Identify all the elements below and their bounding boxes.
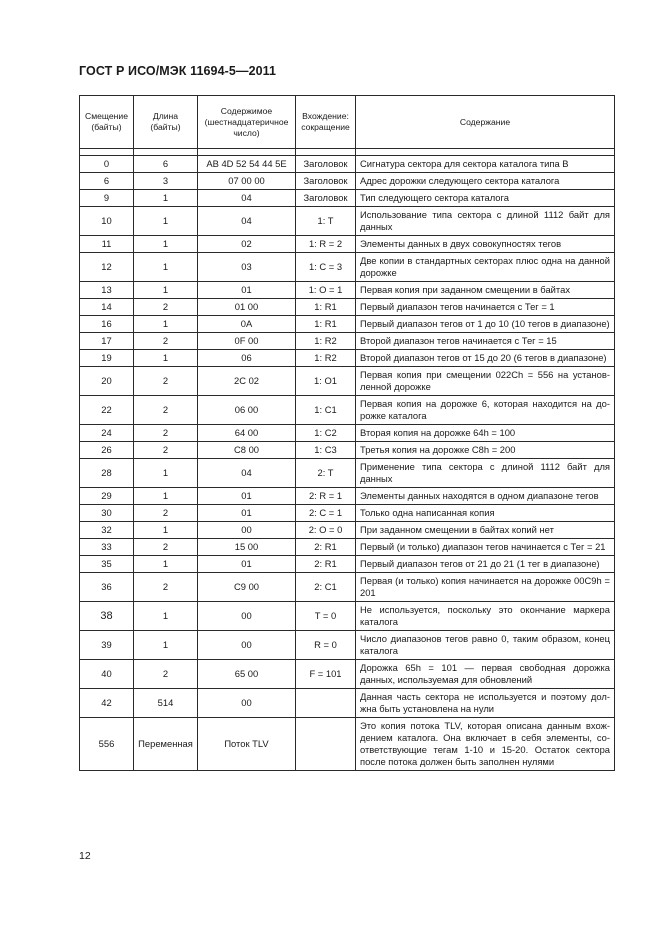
- cell-length: 514: [134, 689, 198, 718]
- cell-content: Первый диапазон тегов от 1 до 10 (10 тегов в диапазоне): [356, 316, 615, 333]
- cell-length: 1: [134, 350, 198, 367]
- cell-length: 1: [134, 253, 198, 282]
- cell-content: Число диапазонов тегов равно 0, таким образом, конец каталога: [356, 631, 615, 660]
- cell-content: Второй диапазон тегов начинается с Тег = 15: [356, 333, 615, 350]
- cell-offset: 33: [80, 539, 134, 556]
- cell-length: 1: [134, 459, 198, 488]
- table-row: [80, 522, 615, 539]
- cell-entry: 1: R2: [296, 350, 356, 367]
- cell-content: Данная часть сектора не используется и поэтому должна быть установлена на нули: [356, 689, 615, 718]
- cell-entry: T = 0: [296, 602, 356, 631]
- cell-entry: 1: C1: [296, 396, 356, 425]
- cell-length: 2: [134, 333, 198, 350]
- cell-entry: 1: R2: [296, 333, 356, 350]
- table-row: [80, 367, 615, 396]
- cell-offset: 10: [80, 207, 134, 236]
- cell-content: Использование типа сектора с длиной 1112 байт для данных: [356, 207, 615, 236]
- table-header-row: [80, 96, 615, 149]
- cell-offset: 36: [80, 573, 134, 602]
- page-number: 12: [79, 850, 91, 862]
- cell-offset: 6: [80, 173, 134, 190]
- cell-offset: 20: [80, 367, 134, 396]
- table-row: [80, 573, 615, 602]
- cell-offset: 26: [80, 442, 134, 459]
- cell-hex: 06: [198, 350, 296, 367]
- table-row: [80, 505, 615, 522]
- cell-offset: 40: [80, 660, 134, 689]
- column-header-hex: Содержимое (шестнадцатеричное число): [198, 96, 296, 149]
- cell-length: 1: [134, 602, 198, 631]
- table-row: [80, 299, 615, 316]
- cell-entry: R = 0: [296, 631, 356, 660]
- table-row: [80, 333, 615, 350]
- cell-length: 3: [134, 173, 198, 190]
- cell-length: 1: [134, 236, 198, 253]
- table-row: [80, 236, 615, 253]
- cell-length: 1: [134, 631, 198, 660]
- cell-entry: 1: T: [296, 207, 356, 236]
- cell-length: 2: [134, 539, 198, 556]
- cell-hex: AB 4D 52 54 44 5E: [198, 156, 296, 173]
- cell-hex: 03: [198, 253, 296, 282]
- cell-length: 2: [134, 425, 198, 442]
- table-row: [80, 539, 615, 556]
- table-row: [80, 442, 615, 459]
- cell-entry: 2: R1: [296, 539, 356, 556]
- cell-entry: 1: C2: [296, 425, 356, 442]
- table-row: [80, 396, 615, 425]
- table-row: [80, 689, 615, 718]
- table-row: [80, 350, 615, 367]
- document-title: ГОСТ Р ИСО/МЭК 11694-5—2011: [79, 64, 277, 78]
- cell-offset: 32: [80, 522, 134, 539]
- cell-content: Тип следующего сектора каталога: [356, 190, 615, 207]
- cell-offset: 19: [80, 350, 134, 367]
- cell-content: Адрес дорожки следующего сектора каталога: [356, 173, 615, 190]
- cell-entry: 1: C = 3: [296, 253, 356, 282]
- cell-hex: 65 00: [198, 660, 296, 689]
- cell-entry: Заголовок: [296, 156, 356, 173]
- cell-content: Первая копия при заданном смещении в байтах: [356, 282, 615, 299]
- column-header-content: Содержание: [356, 96, 615, 149]
- cell-content: Это копия потока TLV, которая описана данным вхождением каталога. Она включает в себя элементы, соответствующие тегам 1-10 и 15-20. Остаток сектора после потока должен быть заполнен нулями: [356, 718, 615, 771]
- cell-offset: 16: [80, 316, 134, 333]
- cell-offset: 35: [80, 556, 134, 573]
- column-header-offset: Смещение (байты): [80, 96, 134, 149]
- cell-content: Первый диапазон тегов начинается с Тег = 1: [356, 299, 615, 316]
- directory-table: [79, 95, 615, 771]
- cell-length: 1: [134, 190, 198, 207]
- cell-entry: Заголовок: [296, 190, 356, 207]
- cell-entry: 2: O = 0: [296, 522, 356, 539]
- cell-offset: 11: [80, 236, 134, 253]
- cell-hex: 01 00: [198, 299, 296, 316]
- column-header-entry: Вхождение: сокращение: [296, 96, 356, 149]
- cell-length: 1: [134, 522, 198, 539]
- cell-hex: 64 00: [198, 425, 296, 442]
- table-row: [80, 488, 615, 505]
- cell-offset: 38: [80, 602, 134, 631]
- table-row: [80, 660, 615, 689]
- cell-hex: 06 00: [198, 396, 296, 425]
- cell-length: 2: [134, 660, 198, 689]
- table-row: [80, 556, 615, 573]
- cell-length: 1: [134, 488, 198, 505]
- table-row: [80, 459, 615, 488]
- cell-entry: 1: R1: [296, 299, 356, 316]
- cell-offset: 30: [80, 505, 134, 522]
- table-row: [80, 316, 615, 333]
- cell-hex: 00: [198, 602, 296, 631]
- table-row: [80, 631, 615, 660]
- cell-offset: 13: [80, 282, 134, 299]
- cell-entry: F = 101: [296, 660, 356, 689]
- cell-length: 2: [134, 367, 198, 396]
- table-row: [80, 282, 615, 299]
- cell-length: 2: [134, 505, 198, 522]
- cell-hex: 00: [198, 522, 296, 539]
- table-row: [80, 718, 615, 771]
- cell-content: Элементы данных в двух совокупностях тегов: [356, 236, 615, 253]
- cell-hex: 0A: [198, 316, 296, 333]
- table-row: [80, 602, 615, 631]
- cell-content: Две копии в стандартных секторах плюс одна на данной дорожке: [356, 253, 615, 282]
- cell-hex: 2C 02: [198, 367, 296, 396]
- cell-entry: 2: R1: [296, 556, 356, 573]
- cell-entry: 2: C = 1: [296, 505, 356, 522]
- cell-hex: 00: [198, 689, 296, 718]
- cell-hex: C8 00: [198, 442, 296, 459]
- cell-hex: 01: [198, 505, 296, 522]
- column-header-length: Длина (байты): [134, 96, 198, 149]
- cell-length: 1: [134, 207, 198, 236]
- cell-content: Сигнатура сектора для сектора каталога типа В: [356, 156, 615, 173]
- cell-entry: [296, 689, 356, 718]
- cell-offset: 14: [80, 299, 134, 316]
- cell-hex: 01: [198, 488, 296, 505]
- cell-hex: 00: [198, 631, 296, 660]
- cell-length: 6: [134, 156, 198, 173]
- cell-content: Дорожка 65h = 101 — первая свободная дорожка данных, используемая для обновлений: [356, 660, 615, 689]
- cell-entry: 2: C1: [296, 573, 356, 602]
- cell-length: 1: [134, 556, 198, 573]
- cell-offset: 17: [80, 333, 134, 350]
- cell-hex: 04: [198, 459, 296, 488]
- cell-entry: 1: R = 2: [296, 236, 356, 253]
- cell-length: 2: [134, 442, 198, 459]
- cell-hex: 15 00: [198, 539, 296, 556]
- cell-length: Переменная: [134, 718, 198, 771]
- cell-offset: 12: [80, 253, 134, 282]
- cell-length: 2: [134, 299, 198, 316]
- cell-entry: 1: O1: [296, 367, 356, 396]
- cell-offset: 22: [80, 396, 134, 425]
- cell-offset: 28: [80, 459, 134, 488]
- cell-hex: 01: [198, 282, 296, 299]
- cell-content: Первая (и только) копия начинается на дорожке 00C9h = 201: [356, 573, 615, 602]
- cell-content: Второй диапазон тегов от 15 до 20 (6 тегов в диапазоне): [356, 350, 615, 367]
- table-row: [80, 190, 615, 207]
- cell-entry: 1: C3: [296, 442, 356, 459]
- cell-content: Элементы данных находятся в одном диапазоне тегов: [356, 488, 615, 505]
- table-row: [80, 156, 615, 173]
- cell-length: 1: [134, 282, 198, 299]
- cell-offset: 42: [80, 689, 134, 718]
- cell-hex: 07 00 00: [198, 173, 296, 190]
- cell-content: Третья копия на дорожке C8h = 200: [356, 442, 615, 459]
- cell-hex: 04: [198, 190, 296, 207]
- cell-content: Первая копия при смещении 022Ch = 556 на установленной дорожке: [356, 367, 615, 396]
- table-row: [80, 425, 615, 442]
- cell-content: Не используется, поскольку это окончание маркера каталога: [356, 602, 615, 631]
- cell-entry: 2: T: [296, 459, 356, 488]
- header-spacer-row: [80, 149, 615, 156]
- cell-offset: 39: [80, 631, 134, 660]
- cell-offset: 9: [80, 190, 134, 207]
- cell-hex: 0F 00: [198, 333, 296, 350]
- cell-content: Вторая копия на дорожке 64h = 100: [356, 425, 615, 442]
- table-row: [80, 253, 615, 282]
- cell-entry: Заголовок: [296, 173, 356, 190]
- table-row: [80, 207, 615, 236]
- cell-content: Первый диапазон тегов от 21 до 21 (1 тег в диапазоне): [356, 556, 615, 573]
- cell-entry: 1: O = 1: [296, 282, 356, 299]
- cell-hex: Поток TLV: [198, 718, 296, 771]
- cell-length: 2: [134, 573, 198, 602]
- cell-hex: C9 00: [198, 573, 296, 602]
- cell-entry: 2: R = 1: [296, 488, 356, 505]
- cell-content: Только одна написанная копия: [356, 505, 615, 522]
- cell-length: 2: [134, 396, 198, 425]
- cell-hex: 04: [198, 207, 296, 236]
- cell-content: При заданном смещении в байтах копий нет: [356, 522, 615, 539]
- cell-entry: 1: R1: [296, 316, 356, 333]
- cell-offset: 29: [80, 488, 134, 505]
- table-row: [80, 173, 615, 190]
- cell-offset: 24: [80, 425, 134, 442]
- cell-content: Первый (и только) диапазон тегов начинается с Тег = 21: [356, 539, 615, 556]
- cell-length: 1: [134, 316, 198, 333]
- cell-offset: 0: [80, 156, 134, 173]
- cell-content: Применение типа сектора с длиной 1112 байт для данных: [356, 459, 615, 488]
- cell-content: Первая копия на дорожке 6, которая находится на дорожке каталога: [356, 396, 615, 425]
- cell-hex: 02: [198, 236, 296, 253]
- cell-hex: 01: [198, 556, 296, 573]
- cell-entry: [296, 718, 356, 771]
- cell-offset: 556: [80, 718, 134, 771]
